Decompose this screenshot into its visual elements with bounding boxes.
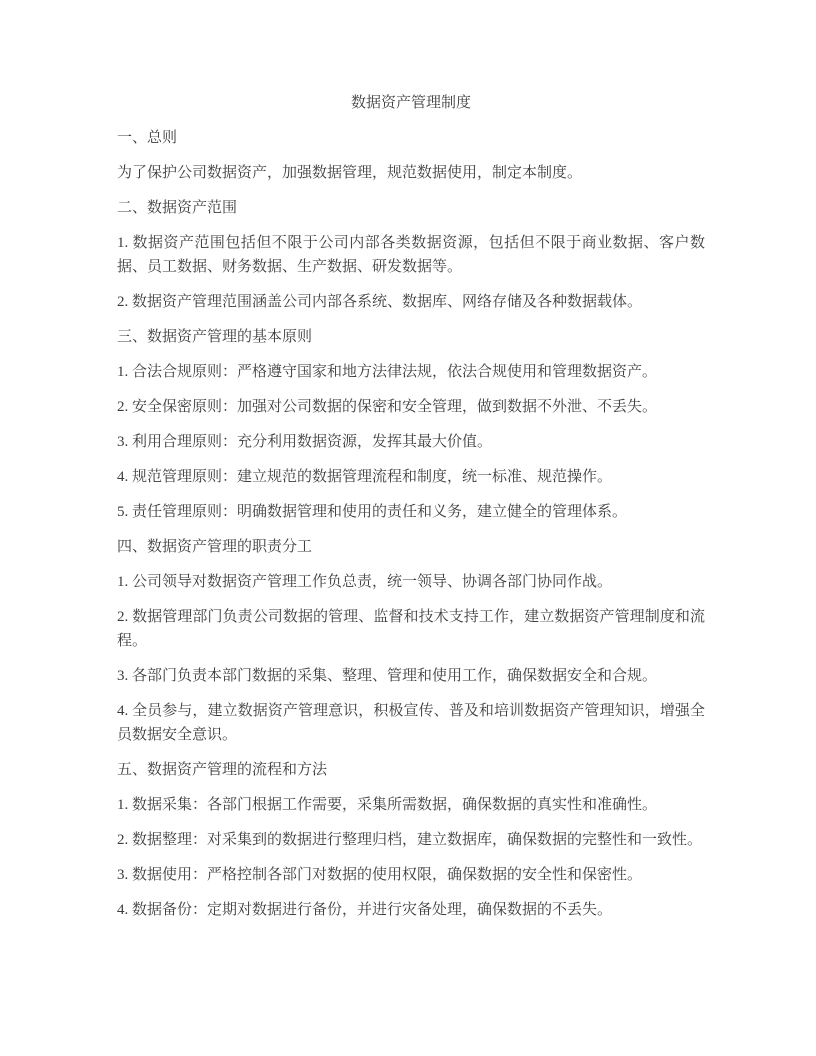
section-heading: 五、数据资产管理的流程和方法 xyxy=(117,762,328,778)
section-heading: 二、数据资产范围 xyxy=(117,200,238,216)
body-paragraph: 2. 数据整理：对采集到的数据进行整理归档，建立数据库，确保数据的完整性和一致性。 xyxy=(117,832,703,848)
body-paragraph: 3. 数据使用：严格控制各部门对数据的使用权限，确保数据的安全性和保密性。 xyxy=(117,867,643,883)
section-heading: 四、数据资产管理的职责分工 xyxy=(117,539,313,555)
body-paragraph: 1. 数据采集：各部门根据工作需要，采集所需数据，确保数据的真实性和准确性。 xyxy=(117,797,658,813)
document-title: 数据资产管理制度 xyxy=(350,95,471,111)
body-paragraph: 2. 安全保密原则：加强对公司数据的保密和安全管理，做到数据不外泄、不丢失。 xyxy=(117,399,658,415)
body-paragraph: 1. 合法合规原则：严格遵守国家和地方法律法规，依法合规使用和管理数据资产。 xyxy=(117,364,658,380)
body-paragraph: 3. 利用合理原则：充分利用数据资源，发挥其最大价值。 xyxy=(117,434,493,450)
body-paragraph: 1. 公司领导对数据资产管理工作负总责，统一领导、协调各部门协同作战。 xyxy=(117,574,613,590)
body-paragraph: 为了保护公司数据资产，加强数据管理，规范数据使用，制定本制度。 xyxy=(117,165,583,181)
body-paragraph: 2. 数据资产管理范围涵盖公司内部各系统、数据库、网络存储及各种数据载体。 xyxy=(117,294,643,310)
document-body xyxy=(117,126,705,922)
section-heading: 三、数据资产管理的基本原则 xyxy=(117,329,313,345)
body-paragraph: 1. 数据资产范围包括但不限于公司内部各类数据资源，包括但不限于商业数据、客户数据、员工数据、财务数据、生产数据、研发数据等。 xyxy=(117,235,705,275)
body-paragraph: 4. 数据备份：定期对数据进行备份，并进行灾备处理，确保数据的不丢失。 xyxy=(117,902,613,918)
section-heading: 一、总则 xyxy=(117,130,178,146)
body-paragraph: 2. 数据管理部门负责公司数据的管理、监督和技术支持工作，建立数据资产管理制度和流程。 xyxy=(117,609,705,649)
body-paragraph: 5. 责任管理原则：明确数据管理和使用的责任和义务，建立健全的管理体系。 xyxy=(117,504,628,520)
body-paragraph: 3. 各部门负责本部门数据的采集、整理、管理和使用工作，确保数据安全和合规。 xyxy=(117,668,658,684)
body-paragraph: 4. 规范管理原则：建立规范的数据管理流程和制度，统一标准、规范操作。 xyxy=(117,469,613,485)
body-paragraph: 4. 全员参与，建立数据资产管理意识，积极宣传、普及和培训数据资产管理知识，增强全员数据安全意识。 xyxy=(117,703,705,743)
